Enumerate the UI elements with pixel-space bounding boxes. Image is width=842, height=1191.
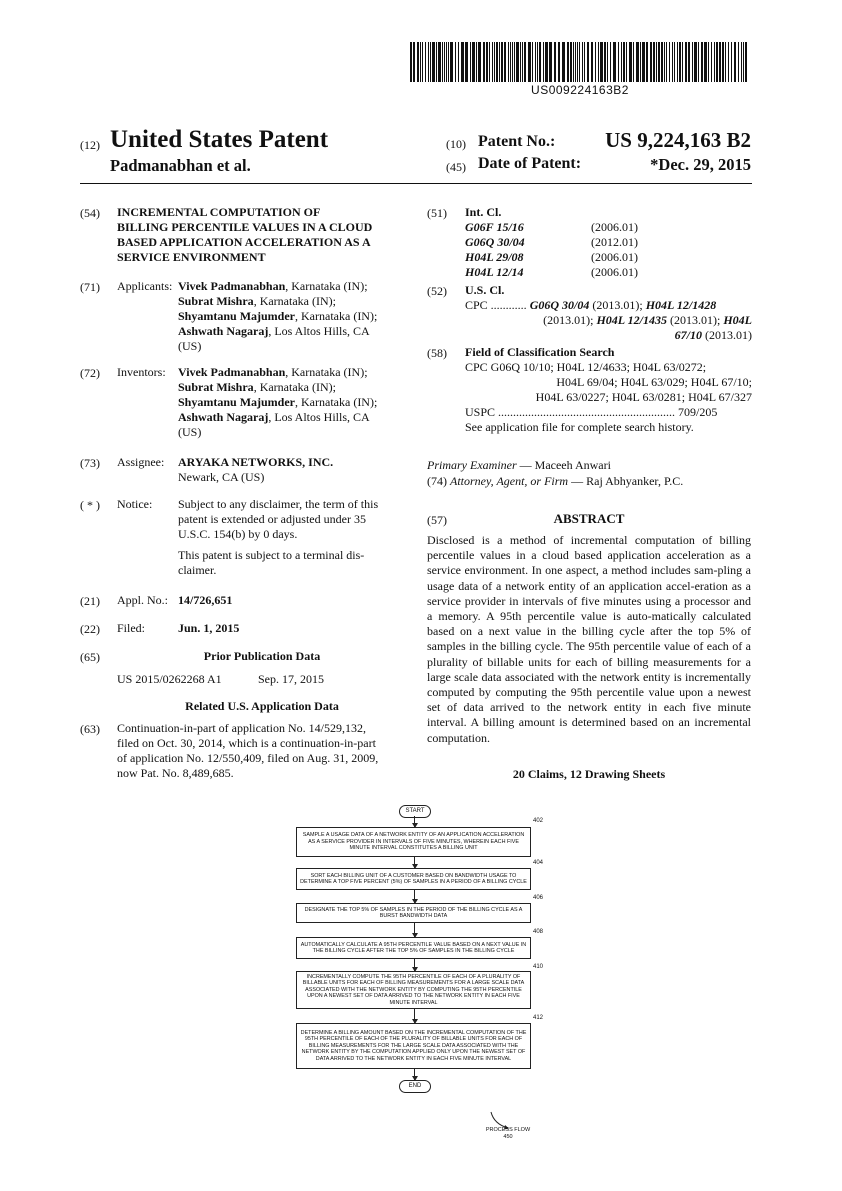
appl-no-label: Appl. No.: xyxy=(117,593,168,607)
barcode-bar xyxy=(575,42,576,82)
barcode-bar xyxy=(522,42,523,82)
step-ref-408: 408 xyxy=(533,929,544,935)
notice-line: U.S.C. 154(b) by 0 days. xyxy=(178,527,298,541)
title-line: BILLING PERCENTILE VALUES IN A CLOUD xyxy=(117,220,373,234)
barcode-bar xyxy=(528,42,531,82)
barcode-bar xyxy=(666,42,667,82)
invention-title xyxy=(117,205,417,265)
barcode-bar xyxy=(669,42,670,82)
barcode-bar xyxy=(682,42,683,82)
prior-pub-heading: Prior Publication Data xyxy=(203,649,321,663)
barcode-bar xyxy=(444,42,445,82)
inventor: (US) xyxy=(178,425,202,439)
barcode-bar xyxy=(508,42,509,82)
barcode-bar xyxy=(532,42,533,82)
barcode-bar xyxy=(430,42,431,82)
inventor: Vivek Padmanabhan, Karnataka (IN); xyxy=(178,365,368,379)
code-21: (21) xyxy=(80,594,100,608)
barcode-bar xyxy=(472,42,475,82)
barcode-bar xyxy=(446,42,447,82)
barcode-bar xyxy=(743,42,744,82)
step-ref-406: 406 xyxy=(533,895,544,901)
barcode-bar xyxy=(520,42,521,82)
applicant: (US) xyxy=(178,339,202,353)
barcode-bar xyxy=(738,42,739,82)
notice-line: patent is extended or adjusted under 35 xyxy=(178,512,366,526)
related-line: of application No. 12/550,409, filed on Aug. 31, 2009, xyxy=(117,751,379,765)
code-58: (58) xyxy=(427,346,447,360)
cpc-line-1: CPC ............ G06Q 30/04 (2013.01); H04L 12/1428 xyxy=(465,298,717,312)
header-rule xyxy=(80,183,752,184)
barcode-bar xyxy=(692,42,693,82)
related-line: Continuation-in-part of application No. 14/529,132, xyxy=(117,721,366,735)
publication-number: US009224163B2 xyxy=(531,83,629,97)
barcode-bar xyxy=(570,42,572,82)
barcode-bar xyxy=(626,42,627,82)
barcode-bar xyxy=(442,42,443,82)
step-ref-410: 410 xyxy=(533,964,544,970)
abstract-heading: ABSTRACT xyxy=(553,511,625,526)
primary-examiner: Primary Examiner — Maceeh Anwari xyxy=(427,458,611,472)
caption-line: PROCESS FLOW xyxy=(485,1127,531,1133)
abstract-text: Disclosed is a method of incremental computation of billing percentile values in a cloud based application acceleration as a service environment. In one aspect, a method includes sam-pling a usage data of a network entity of an application accel-eration as a service provider in intervals of five minutes using a processor and a memory. A 95th percentile value is auto-matically calculated based on a next value in the billing cycle after the top 5% of samples in the billing cycle. The 95th percentile value of each of a plurality of billable units for each of billing measurements for a large scale data associated with the network entity is incrementally computed by computing the 95th percentile value upon a newest set of data arrived to the network entity in each five minute interval. A billing amount is determined based on an incremental computation. xyxy=(427,533,751,745)
code-63: (63) xyxy=(80,722,100,736)
barcode-bar xyxy=(701,42,703,82)
terminal-disclaimer xyxy=(178,548,404,578)
flow-arrow xyxy=(414,857,415,868)
barcode-bar xyxy=(489,42,490,82)
step-box-406: DESIGNATE THE TOP 5% OF SAMPLES IN THE PERIOD OF THE BILLING CYCLE AS A BURST BANDWIDTH DATA xyxy=(296,903,531,923)
int-cl-row: H04L 12/14 (2006.01) xyxy=(465,265,638,279)
int-cl-row: H04L 29/08 (2006.01) xyxy=(465,250,638,264)
int-cl-row: G06Q 30/04 (2012.01) xyxy=(465,235,638,249)
assignee-label: Assignee: xyxy=(117,455,165,469)
barcode-bar xyxy=(478,42,481,82)
code-51: (51) xyxy=(427,206,447,220)
barcode-bar xyxy=(708,42,709,82)
code-45: (45) xyxy=(446,160,466,174)
barcode-bar xyxy=(621,42,622,82)
int-cl-row: G06F 15/16 (2006.01) xyxy=(465,220,638,234)
barcode-bar xyxy=(514,42,515,82)
assignee-name: ARYAKA NETWORKS, INC. xyxy=(178,455,334,469)
barcode-bar xyxy=(650,42,652,82)
barcode-bar xyxy=(636,42,639,82)
flow-arrow xyxy=(414,959,415,971)
code-54: (54) xyxy=(80,206,100,220)
step-ref-404: 404 xyxy=(533,860,544,866)
barcode-bar xyxy=(417,42,419,82)
code-65: (65) xyxy=(80,650,100,664)
code-10: (10) xyxy=(446,137,466,151)
step-box-402: SAMPLE A USAGE DATA OF A NETWORK ENTITY OF AN APPLICATION ACCELERATION AS A SERVICE PROVIDER IN INTERVALS OF FIVE MINUTES, WHEREIN EACH FIVE MINUTE INTERVAL CONSTITUTES A BILLING UNIT xyxy=(296,827,531,857)
barcode-bar xyxy=(582,42,583,82)
barcode-bar xyxy=(595,42,596,82)
title-line: SERVICE ENVIRONMENT xyxy=(117,250,266,264)
barcode-bar xyxy=(704,42,707,82)
field-line: H04L 63/0227; H04L 63/0281; H04L 67/327 xyxy=(535,390,752,404)
code-12: (12) xyxy=(80,138,100,152)
barcode-bar xyxy=(524,42,526,82)
barcode-bar xyxy=(567,42,569,82)
barcode-bar xyxy=(455,42,456,82)
applicant: Shyamtanu Majumder, Karnataka (IN); xyxy=(178,309,378,323)
flow-arrow xyxy=(414,816,415,827)
barcode-bar xyxy=(725,42,726,82)
barcode-bar xyxy=(688,42,690,82)
barcode-bar xyxy=(646,42,648,82)
barcode-bar xyxy=(629,42,632,82)
barcode-bar xyxy=(436,42,437,82)
step-box-412: DETERMINE A BILLING AMOUNT BASED ON THE INCREMENTAL COMPUTATION OF THE 95TH PERCENTILE OF EACH OF THE PLURALITY OF BILLABLE UNITS FOR EACH OF BILLING MEASUREMENTS FOR THE LARGE SCALE DATA ASSOCIATED WITH THE NETWORK ENTITY BY THE COMPUTATION APPLIED ONLY UPON THE NEWEST SET OF DATA ARRIVED TO THE NETWORK ENTITY IN EACH FIVE MINUTE INTERVAL xyxy=(296,1023,531,1069)
barcode-bar xyxy=(661,42,663,82)
inventor-line: Padmanabhan et al. xyxy=(110,156,251,175)
barcode-bar xyxy=(504,42,506,82)
barcode-bar xyxy=(722,42,724,82)
cpc-line-3: 67/10 (2013.01) xyxy=(674,328,752,342)
us-cl-label: U.S. Cl. xyxy=(465,283,505,297)
step-ref-402: 402 xyxy=(533,818,544,824)
date-of-patent: *Dec. 29, 2015 xyxy=(650,155,751,174)
barcode-bar xyxy=(679,42,681,82)
barcode-bar xyxy=(573,42,574,82)
barcode-bar xyxy=(719,42,721,82)
attorney: (74) Attorney, Agent, or Firm — Raj Abhyanker, P.C. xyxy=(427,474,684,488)
barcode-bar xyxy=(633,42,634,82)
barcode-bar xyxy=(711,42,712,82)
barcode-bar xyxy=(677,42,678,82)
barcode-bar xyxy=(537,42,538,82)
barcode-bar xyxy=(664,42,665,82)
barcode-bar xyxy=(448,42,449,82)
end-terminal: END xyxy=(399,1080,431,1093)
barcode-bar xyxy=(420,42,421,82)
cpc-line-2: (2013.01); H04L 12/1435 (2013.01); H04L xyxy=(543,313,752,327)
prior-pub-date: Sep. 17, 2015 xyxy=(258,672,324,686)
barcode-bar xyxy=(545,42,548,82)
barcode-bar xyxy=(512,42,513,82)
applicants-list xyxy=(178,279,408,354)
code-71: (71) xyxy=(80,280,100,294)
barcode-bar xyxy=(600,42,603,82)
inventor: Ashwath Nagaraj, Los Altos Hills, CA xyxy=(178,410,370,424)
barcode-bar xyxy=(410,42,412,82)
barcode-bar xyxy=(438,42,441,82)
barcode-bar xyxy=(492,42,493,82)
barcode-bar xyxy=(610,42,611,82)
barcode-bar xyxy=(584,42,585,82)
assignee-location: Newark, CA (US) xyxy=(178,470,265,484)
barcode-bar xyxy=(496,42,498,82)
barcode-bar xyxy=(494,42,495,82)
barcode-bar xyxy=(432,42,435,82)
barcode-bar xyxy=(501,42,503,82)
barcode-bar xyxy=(461,42,464,82)
barcode-bar xyxy=(450,42,453,82)
notice-line: This patent is subject to a terminal dis- xyxy=(178,548,365,562)
inventor: Shyamtanu Majumder, Karnataka (IN); xyxy=(178,395,378,409)
uspc-line: USPC ........................................................... 709/205 xyxy=(465,405,718,419)
flow-arrow xyxy=(414,890,415,903)
barcode-bar xyxy=(604,42,606,82)
patent-title: United States Patent xyxy=(110,126,329,153)
barcode-bar xyxy=(591,42,593,82)
barcode-bar xyxy=(558,42,560,82)
field-line: CPC G06Q 10/10; H04L 12/4633; H04L 63/0272; xyxy=(465,360,707,374)
barcode-bar xyxy=(745,42,747,82)
barcode-bar xyxy=(658,42,660,82)
related-line: now Pat. No. 8,489,685. xyxy=(117,766,234,780)
related-heading: Related U.S. Application Data xyxy=(185,699,339,713)
code-72: (72) xyxy=(80,366,100,380)
date-label: Date of Patent: xyxy=(478,155,582,172)
notice-line: claimer. xyxy=(178,563,217,577)
patent-number: US 9,224,163 B2 xyxy=(605,128,751,152)
process-flow-caption xyxy=(478,1127,538,1141)
barcode-bar xyxy=(422,42,423,82)
barcode-bar xyxy=(656,42,657,82)
barcode-bar xyxy=(535,42,536,82)
barcode-bar xyxy=(476,42,477,82)
barcode-bar xyxy=(486,42,488,82)
prior-pub-number: US 2015/0262268 A1 xyxy=(117,672,222,686)
barcode-bar xyxy=(672,42,673,82)
barcode-bar xyxy=(728,42,729,82)
barcode-bar xyxy=(642,42,645,82)
int-cl-list xyxy=(465,220,665,280)
code-57: (57) xyxy=(427,513,447,527)
applicants-label: Applicants: xyxy=(117,279,173,293)
barcode-bar xyxy=(554,42,556,82)
barcode-bar xyxy=(618,42,619,82)
step-box-404: SORT EACH BILLING UNIT OF A CUSTOMER BASED ON BANDWIDTH USAGE TO DETERMINE A TOP FIVE PERCENT (5%) OF SAMPLES IN A PERIOD OF A BILLING CYCLE xyxy=(296,868,531,890)
title-line: INCREMENTAL COMPUTATION OF xyxy=(117,205,321,219)
field-search-list xyxy=(465,360,752,435)
applicant: Subrat Mishra, Karnataka (IN); xyxy=(178,294,336,308)
barcode-bar xyxy=(698,42,699,82)
barcode-bar xyxy=(539,42,541,82)
barcode-bar xyxy=(623,42,625,82)
barcode-bar xyxy=(499,42,500,82)
notice-label: Notice: xyxy=(117,497,153,511)
barcode-bar xyxy=(562,42,565,82)
barcode-bar xyxy=(579,42,580,82)
barcode-bar xyxy=(613,42,616,82)
notice-line: Subject to any disclaimer, the term of this xyxy=(178,497,379,511)
related-line: filed on Oct. 30, 2014, which is a continuation-in-part xyxy=(117,736,376,750)
see-application-line: See application file for complete search history. xyxy=(465,420,694,434)
barcode-bar xyxy=(653,42,655,82)
applicant: Ashwath Nagaraj, Los Altos Hills, CA xyxy=(178,324,370,338)
field-search-label: Field of Classification Search xyxy=(465,345,615,359)
barcode-bar xyxy=(510,42,511,82)
barcode-bar xyxy=(428,42,429,82)
barcode-bar xyxy=(714,42,715,82)
field-line: H04L 69/04; H04L 63/029; H04L 67/10; xyxy=(556,375,752,389)
barcode-bar xyxy=(413,42,415,82)
code-notice: ( * ) xyxy=(80,498,100,512)
barcode-bar xyxy=(731,42,732,82)
barcode-bar xyxy=(607,42,608,82)
barcode-bar xyxy=(516,42,519,82)
barcode-bar xyxy=(734,42,736,82)
barcode-bar xyxy=(458,42,459,82)
barcode-bar xyxy=(470,42,471,82)
inventor: Subrat Mishra, Karnataka (IN); xyxy=(178,380,336,394)
step-box-408: AUTOMATICALLY CALCULATE A 95TH PERCENTILE VALUE BASED ON A NEXT VALUE IN THE BILLING CYCLE AFTER THE TOP 5% OF SAMPLES IN THE BILLING CYCLE xyxy=(296,937,531,959)
barcode-bar xyxy=(577,42,578,82)
barcode-bar xyxy=(483,42,485,82)
step-box-410: INCREMENTALLY COMPUTE THE 95TH PERCENTILE OF EACH OF A PLURALITY OF BILLABLE UNITS FOR EACH OF BILLING MEASUREMENTS FOR A LARGE SCALE DATA ASSOCIATED WITH THE NETWORK ENTITY BY COMPUTING THE 95TH PERCENTILE UPON A NEWEST SET OF DATA ARRIVED TO THE NETWORK ENTITY IN EACH FIVE MINUTE INTERVAL xyxy=(296,971,531,1009)
flow-arrow xyxy=(414,923,415,937)
barcode xyxy=(410,42,750,82)
barcode-bar xyxy=(741,42,742,82)
barcode-bar xyxy=(543,42,544,82)
barcode-bar xyxy=(685,42,687,82)
filed-date: Jun. 1, 2015 xyxy=(178,621,240,635)
barcode-bar xyxy=(716,42,718,82)
flow-arrow xyxy=(414,1009,415,1023)
claims-summary: 20 Claims, 12 Drawing Sheets xyxy=(512,767,666,781)
notice-text xyxy=(178,497,404,542)
flow-arrow xyxy=(414,1069,415,1080)
caption-line: 450 xyxy=(503,1134,513,1140)
appl-no: 14/726,651 xyxy=(178,593,233,607)
patent-no-label: Patent No.: xyxy=(478,133,556,150)
assignee xyxy=(178,455,408,485)
filed-label: Filed: xyxy=(117,621,146,635)
inventors-label: Inventors: xyxy=(117,365,166,379)
start-terminal: START xyxy=(399,805,431,818)
code-22: (22) xyxy=(80,622,100,636)
cpc-classification xyxy=(465,298,752,343)
title-line: BASED APPLICATION ACCELERATION AS A xyxy=(117,235,371,249)
barcode-bar xyxy=(598,42,599,82)
barcode-bar xyxy=(549,42,552,82)
related-text xyxy=(117,721,417,781)
applicant: Vivek Padmanabhan, Karnataka (IN); xyxy=(178,279,368,293)
barcode-bar xyxy=(694,42,697,82)
barcode-bar xyxy=(640,42,641,82)
int-cl-label: Int. Cl. xyxy=(465,205,502,219)
barcode-bar xyxy=(465,42,468,82)
step-ref-412: 412 xyxy=(533,1015,544,1021)
inventors-list xyxy=(178,365,408,440)
code-73: (73) xyxy=(80,456,100,470)
barcode-bar xyxy=(674,42,675,82)
barcode-bar xyxy=(425,42,426,82)
code-52: (52) xyxy=(427,284,447,298)
barcode-bar xyxy=(587,42,589,82)
